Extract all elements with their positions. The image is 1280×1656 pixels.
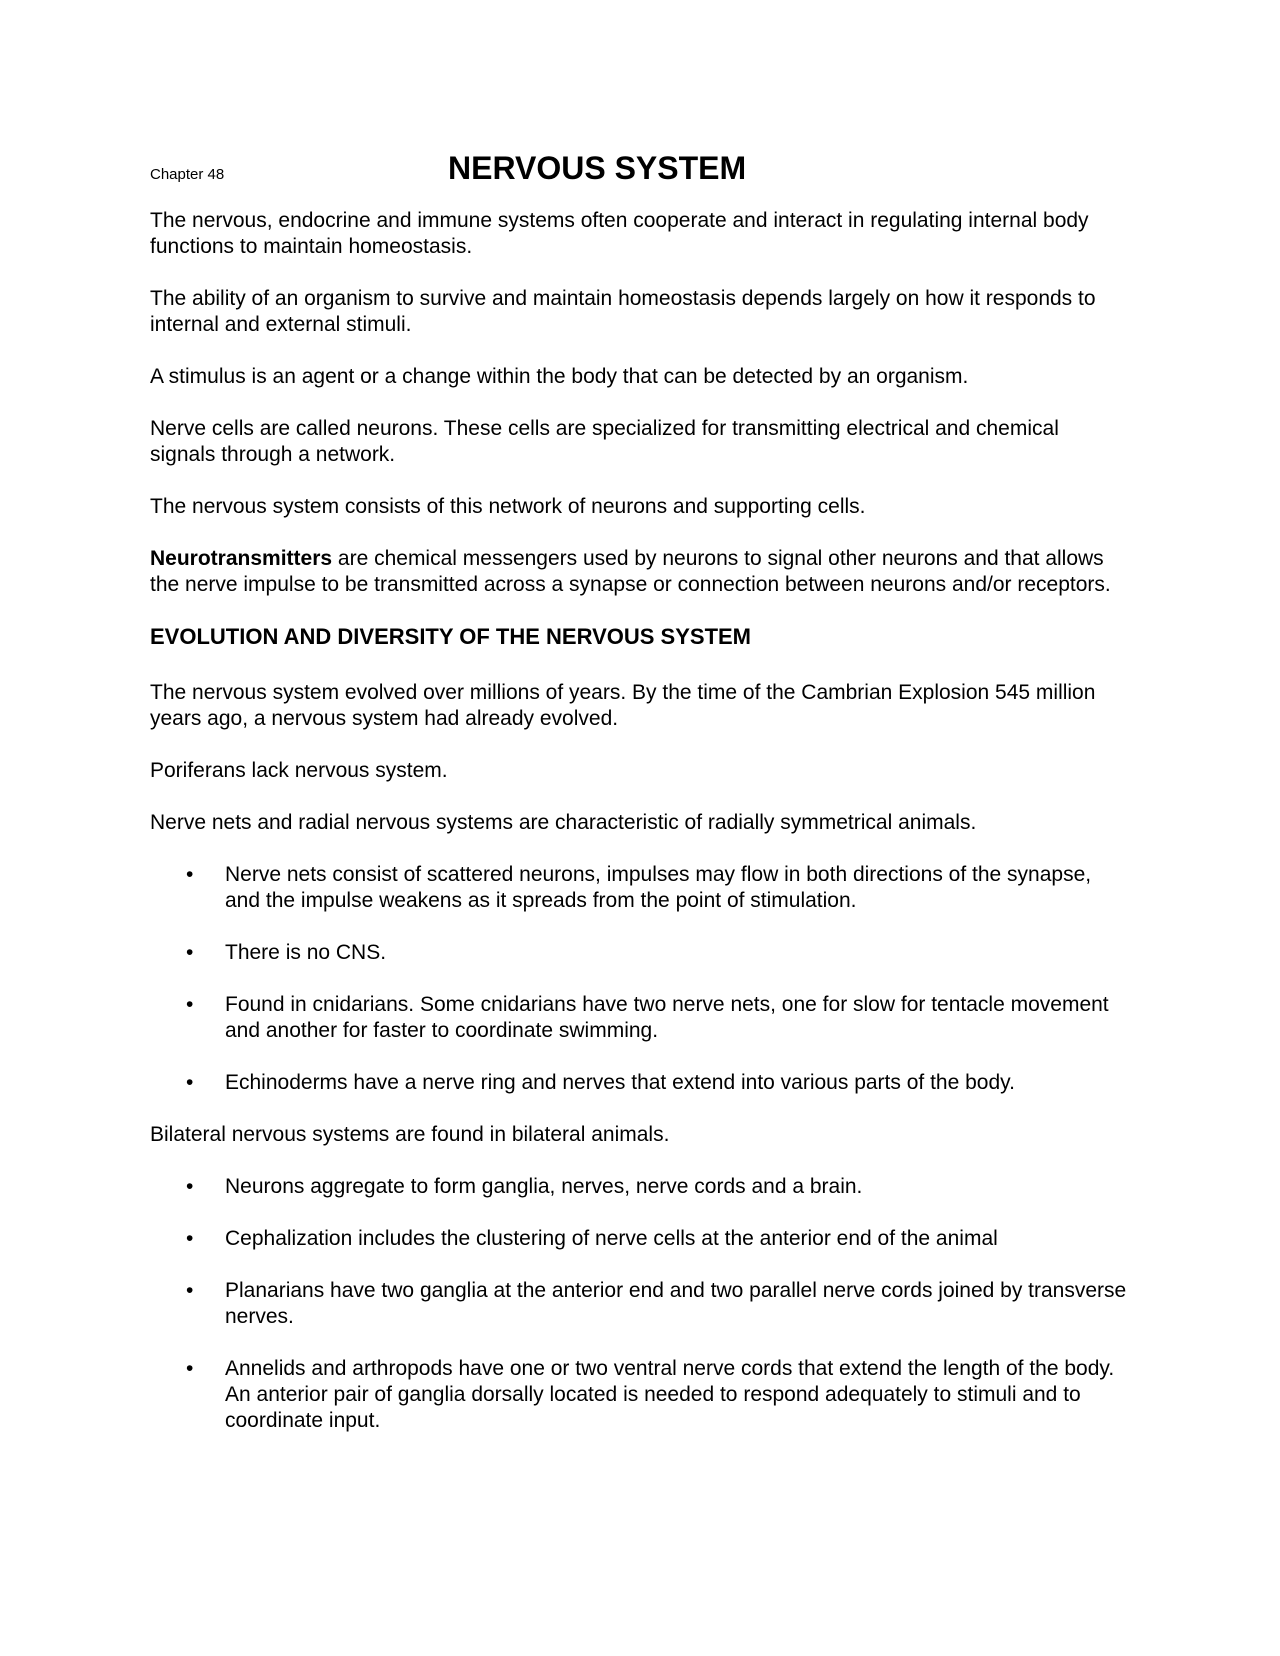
bullet-icon: • bbox=[186, 1279, 194, 1302]
list-item-text: Echinoderms have a nerve ring and nerves that extend into various parts of the body. bbox=[225, 1071, 1015, 1094]
bullet-icon: • bbox=[186, 1357, 194, 1380]
radial-bullet-list bbox=[150, 862, 1130, 1096]
paragraph-homeostasis: The ability of an organism to survive and maintain homeostasis depends largely on how it responds to internal and external stimuli. bbox=[150, 287, 1096, 336]
paragraph-network: The nervous system consists of this network of neurons and supporting cells. bbox=[150, 495, 866, 518]
chapter-label: Chapter 48 bbox=[150, 166, 225, 183]
paragraph-stimulus: A stimulus is an agent or a change within the body that can be detected by an organism. bbox=[150, 365, 969, 388]
list-item bbox=[150, 1356, 1130, 1434]
list-item-text: Annelids and arthropods have one or two ventral nerve cords that extend the length of the body. An anterior pair of ganglia dorsally located is needed to respond adequately to stimuli and to coordinate input. bbox=[225, 1357, 1115, 1432]
list-item-text: There is no CNS. bbox=[225, 941, 387, 964]
term-neurotransmitters: Neurotransmitters bbox=[150, 547, 333, 570]
list-item bbox=[150, 992, 1130, 1044]
bullet-icon: • bbox=[186, 941, 194, 964]
paragraph-poriferans: Poriferans lack nervous system. bbox=[150, 759, 448, 782]
bullet-icon: • bbox=[186, 1227, 194, 1250]
neurotransmitters-definition: are chemical messengers used by neurons to signal other neurons and that allows the nerve impulse to be transmitted across a synapse or connection between neurons and/or receptors. bbox=[150, 547, 1111, 596]
paragraph-evolution: The nervous system evolved over millions of years. By the time of the Cambrian Explosion 545 million years ago, a nervous system had already evolved. bbox=[150, 681, 1096, 730]
list-item bbox=[150, 1226, 1130, 1252]
list-item bbox=[150, 862, 1130, 914]
list-item-text: Planarians have two ganglia at the anterior end and two parallel nerve cords joined by transverse nerves. bbox=[225, 1279, 1127, 1328]
list-item-text: Cephalization includes the clustering of nerve cells at the anterior end of the animal bbox=[225, 1227, 998, 1250]
page-title: NERVOUS SYSTEM bbox=[448, 150, 747, 186]
document-page bbox=[150, 146, 1130, 1434]
document-header bbox=[150, 146, 1130, 190]
bullet-icon: • bbox=[186, 1071, 194, 1094]
bullet-icon: • bbox=[186, 863, 194, 886]
list-item-text: Found in cnidarians. Some cnidarians have two nerve nets, one for slow for tentacle movement and another for faster to coordinate swimming. bbox=[225, 993, 1109, 1042]
list-item-text: Nerve nets consist of scattered neurons, impulses may flow in both directions of the synapse, and the impulse weakens as it spreads from the point of stimulation. bbox=[225, 863, 1092, 912]
paragraph-intro: The nervous, endocrine and immune systems often cooperate and interact in regulating internal body functions to maintain homeostasis. bbox=[150, 209, 1089, 258]
list-item bbox=[150, 940, 1130, 966]
bullet-icon: • bbox=[186, 993, 194, 1016]
paragraph-neurons: Nerve cells are called neurons. These cells are specialized for transmitting electrical and chemical signals through a network. bbox=[150, 417, 1059, 466]
bilateral-bullet-list bbox=[150, 1174, 1130, 1434]
list-item bbox=[150, 1070, 1130, 1096]
list-item-text: Neurons aggregate to form ganglia, nerves, nerve cords and a brain. bbox=[225, 1175, 863, 1198]
section-heading: EVOLUTION AND DIVERSITY OF THE NERVOUS SYSTEM bbox=[150, 624, 752, 649]
list-item bbox=[150, 1278, 1130, 1330]
paragraph-bilateral-systems: Bilateral nervous systems are found in bilateral animals. bbox=[150, 1123, 670, 1146]
paragraph-neurotransmitters bbox=[150, 546, 1130, 598]
bullet-icon: • bbox=[186, 1175, 194, 1198]
paragraph-radial-systems: Nerve nets and radial nervous systems are characteristic of radially symmetrical animals. bbox=[150, 811, 977, 834]
list-item bbox=[150, 1174, 1130, 1200]
